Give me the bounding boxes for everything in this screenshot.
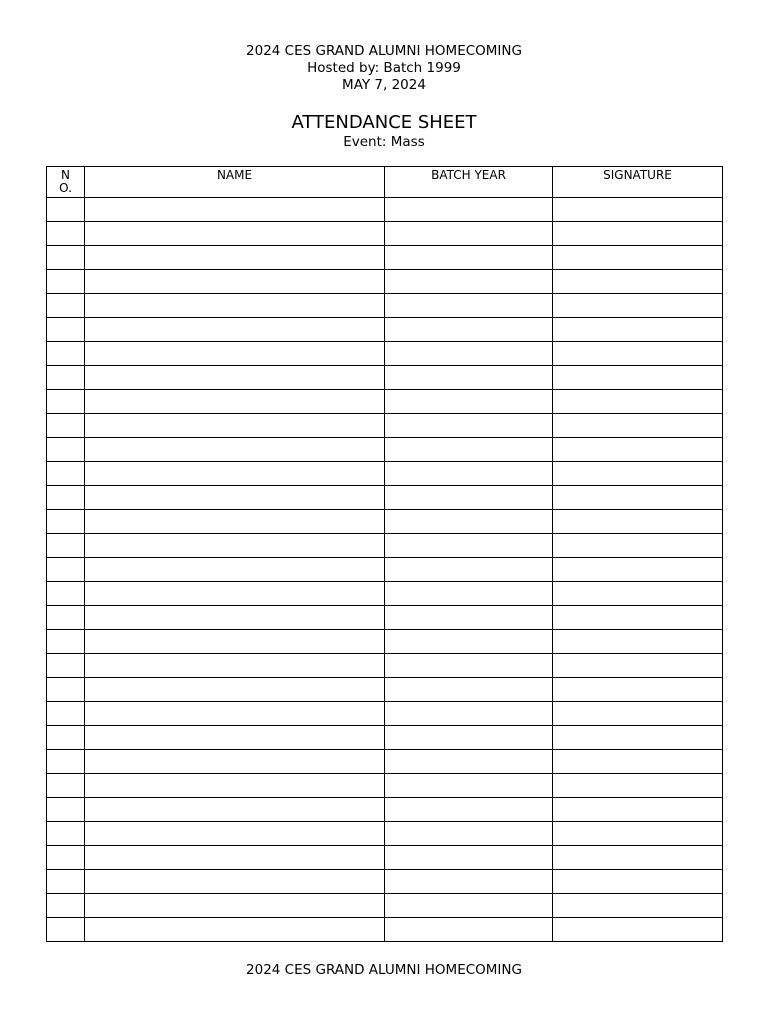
cell-no xyxy=(47,534,85,558)
hosted-by: Hosted by: Batch 1999 xyxy=(307,60,461,76)
cell-no xyxy=(47,510,85,534)
cell-signature xyxy=(553,870,723,894)
cell-signature xyxy=(553,630,723,654)
document-footer: 2024 CES GRAND ALUMNI HOMECOMING xyxy=(246,962,522,978)
cell-signature xyxy=(553,246,723,270)
table-row xyxy=(47,318,723,342)
cell-no xyxy=(47,846,85,870)
attendance-table xyxy=(46,166,723,942)
cell-no xyxy=(47,558,85,582)
table-row xyxy=(47,438,723,462)
table-row xyxy=(47,798,723,822)
document-header xyxy=(0,43,768,94)
cell-signature xyxy=(553,894,723,918)
table-row xyxy=(47,366,723,390)
cell-batch-year xyxy=(385,510,553,534)
cell-no xyxy=(47,750,85,774)
cell-batch-year xyxy=(385,726,553,750)
table-row xyxy=(47,294,723,318)
cell-signature xyxy=(553,318,723,342)
cell-signature xyxy=(553,534,723,558)
cell-name xyxy=(85,582,385,606)
cell-signature xyxy=(553,558,723,582)
cell-batch-year xyxy=(385,558,553,582)
cell-name xyxy=(85,318,385,342)
cell-signature xyxy=(553,222,723,246)
cell-no xyxy=(47,342,85,366)
cell-signature xyxy=(553,414,723,438)
cell-signature xyxy=(553,582,723,606)
cell-no xyxy=(47,462,85,486)
cell-batch-year xyxy=(385,486,553,510)
cell-batch-year xyxy=(385,678,553,702)
cell-batch-year xyxy=(385,534,553,558)
cell-signature xyxy=(553,270,723,294)
cell-no xyxy=(47,318,85,342)
cell-no xyxy=(47,702,85,726)
table-row xyxy=(47,918,723,942)
cell-batch-year xyxy=(385,582,553,606)
column-header-no: NO. xyxy=(47,167,85,198)
cell-signature xyxy=(553,702,723,726)
cell-name xyxy=(85,798,385,822)
cell-name xyxy=(85,414,385,438)
cell-batch-year xyxy=(385,318,553,342)
cell-name xyxy=(85,486,385,510)
cell-signature xyxy=(553,510,723,534)
cell-signature xyxy=(553,750,723,774)
cell-batch-year xyxy=(385,654,553,678)
cell-no xyxy=(47,270,85,294)
table-row xyxy=(47,270,723,294)
table-row xyxy=(47,246,723,270)
attendance-rows xyxy=(47,198,723,942)
table-row xyxy=(47,822,723,846)
cell-signature xyxy=(553,438,723,462)
table-row xyxy=(47,606,723,630)
cell-no xyxy=(47,870,85,894)
cell-signature xyxy=(553,654,723,678)
cell-signature xyxy=(553,846,723,870)
cell-signature xyxy=(553,774,723,798)
table-row xyxy=(47,702,723,726)
table-row xyxy=(47,630,723,654)
table-row xyxy=(47,534,723,558)
cell-signature xyxy=(553,606,723,630)
sheet-subtitle: Event: Mass xyxy=(343,134,425,150)
cell-name xyxy=(85,726,385,750)
sheet-title: ATTENDANCE SHEET xyxy=(291,112,477,133)
cell-no xyxy=(47,726,85,750)
cell-signature xyxy=(553,198,723,222)
cell-signature xyxy=(553,294,723,318)
table-row xyxy=(47,678,723,702)
cell-name xyxy=(85,894,385,918)
cell-signature xyxy=(553,678,723,702)
event-date: MAY 7, 2024 xyxy=(342,77,426,93)
cell-signature xyxy=(553,366,723,390)
table-row xyxy=(47,870,723,894)
cell-signature xyxy=(553,726,723,750)
cell-signature xyxy=(553,486,723,510)
table-row xyxy=(47,510,723,534)
table-row xyxy=(47,654,723,678)
cell-batch-year xyxy=(385,702,553,726)
cell-name xyxy=(85,558,385,582)
cell-batch-year xyxy=(385,366,553,390)
cell-no xyxy=(47,390,85,414)
cell-signature xyxy=(553,462,723,486)
cell-no xyxy=(47,366,85,390)
cell-name xyxy=(85,222,385,246)
cell-no xyxy=(47,198,85,222)
cell-name xyxy=(85,678,385,702)
cell-name xyxy=(85,774,385,798)
column-header-signature: SIGNATURE xyxy=(553,167,723,198)
cell-batch-year xyxy=(385,294,553,318)
cell-batch-year xyxy=(385,414,553,438)
table-row xyxy=(47,198,723,222)
table-row xyxy=(47,414,723,438)
cell-no xyxy=(47,822,85,846)
cell-no xyxy=(47,654,85,678)
cell-batch-year xyxy=(385,918,553,942)
cell-name xyxy=(85,510,385,534)
table-row xyxy=(47,726,723,750)
table-row xyxy=(47,894,723,918)
cell-name xyxy=(85,390,385,414)
cell-name xyxy=(85,750,385,774)
cell-no xyxy=(47,678,85,702)
table-header-row xyxy=(47,167,723,198)
column-header-batch-year: BATCH YEAR xyxy=(385,167,553,198)
cell-no xyxy=(47,774,85,798)
cell-name xyxy=(85,870,385,894)
cell-name xyxy=(85,606,385,630)
table-row xyxy=(47,222,723,246)
table-row xyxy=(47,342,723,366)
table-row xyxy=(47,774,723,798)
cell-name xyxy=(85,822,385,846)
cell-no xyxy=(47,582,85,606)
cell-batch-year xyxy=(385,870,553,894)
cell-name xyxy=(85,270,385,294)
cell-name xyxy=(85,918,385,942)
cell-no xyxy=(47,918,85,942)
cell-no xyxy=(47,606,85,630)
cell-signature xyxy=(553,918,723,942)
table-row xyxy=(47,462,723,486)
cell-name xyxy=(85,702,385,726)
cell-signature xyxy=(553,822,723,846)
cell-name xyxy=(85,246,385,270)
cell-batch-year xyxy=(385,438,553,462)
cell-batch-year xyxy=(385,630,553,654)
cell-name xyxy=(85,630,385,654)
cell-no xyxy=(47,486,85,510)
cell-name xyxy=(85,654,385,678)
cell-name xyxy=(85,198,385,222)
cell-batch-year xyxy=(385,342,553,366)
cell-batch-year xyxy=(385,270,553,294)
cell-name xyxy=(85,534,385,558)
cell-no xyxy=(47,630,85,654)
cell-batch-year xyxy=(385,606,553,630)
cell-no xyxy=(47,438,85,462)
cell-name xyxy=(85,366,385,390)
cell-name xyxy=(85,846,385,870)
cell-no xyxy=(47,222,85,246)
cell-batch-year xyxy=(385,846,553,870)
cell-batch-year xyxy=(385,246,553,270)
table-row xyxy=(47,558,723,582)
cell-signature xyxy=(553,342,723,366)
event-name: 2024 CES GRAND ALUMNI HOMECOMING xyxy=(246,43,522,59)
table-row xyxy=(47,750,723,774)
cell-batch-year xyxy=(385,750,553,774)
cell-name xyxy=(85,342,385,366)
cell-batch-year xyxy=(385,822,553,846)
table-row xyxy=(47,582,723,606)
cell-no xyxy=(47,414,85,438)
cell-batch-year xyxy=(385,798,553,822)
cell-batch-year xyxy=(385,774,553,798)
cell-no xyxy=(47,294,85,318)
table-row xyxy=(47,390,723,414)
cell-signature xyxy=(553,390,723,414)
cell-no xyxy=(47,798,85,822)
cell-no xyxy=(47,246,85,270)
cell-name xyxy=(85,462,385,486)
cell-no xyxy=(47,894,85,918)
column-header-name: NAME xyxy=(85,167,385,198)
cell-batch-year xyxy=(385,894,553,918)
cell-signature xyxy=(553,798,723,822)
cell-batch-year xyxy=(385,222,553,246)
cell-batch-year xyxy=(385,198,553,222)
table-row xyxy=(47,846,723,870)
cell-name xyxy=(85,294,385,318)
cell-batch-year xyxy=(385,390,553,414)
table-row xyxy=(47,486,723,510)
cell-name xyxy=(85,438,385,462)
cell-batch-year xyxy=(385,462,553,486)
